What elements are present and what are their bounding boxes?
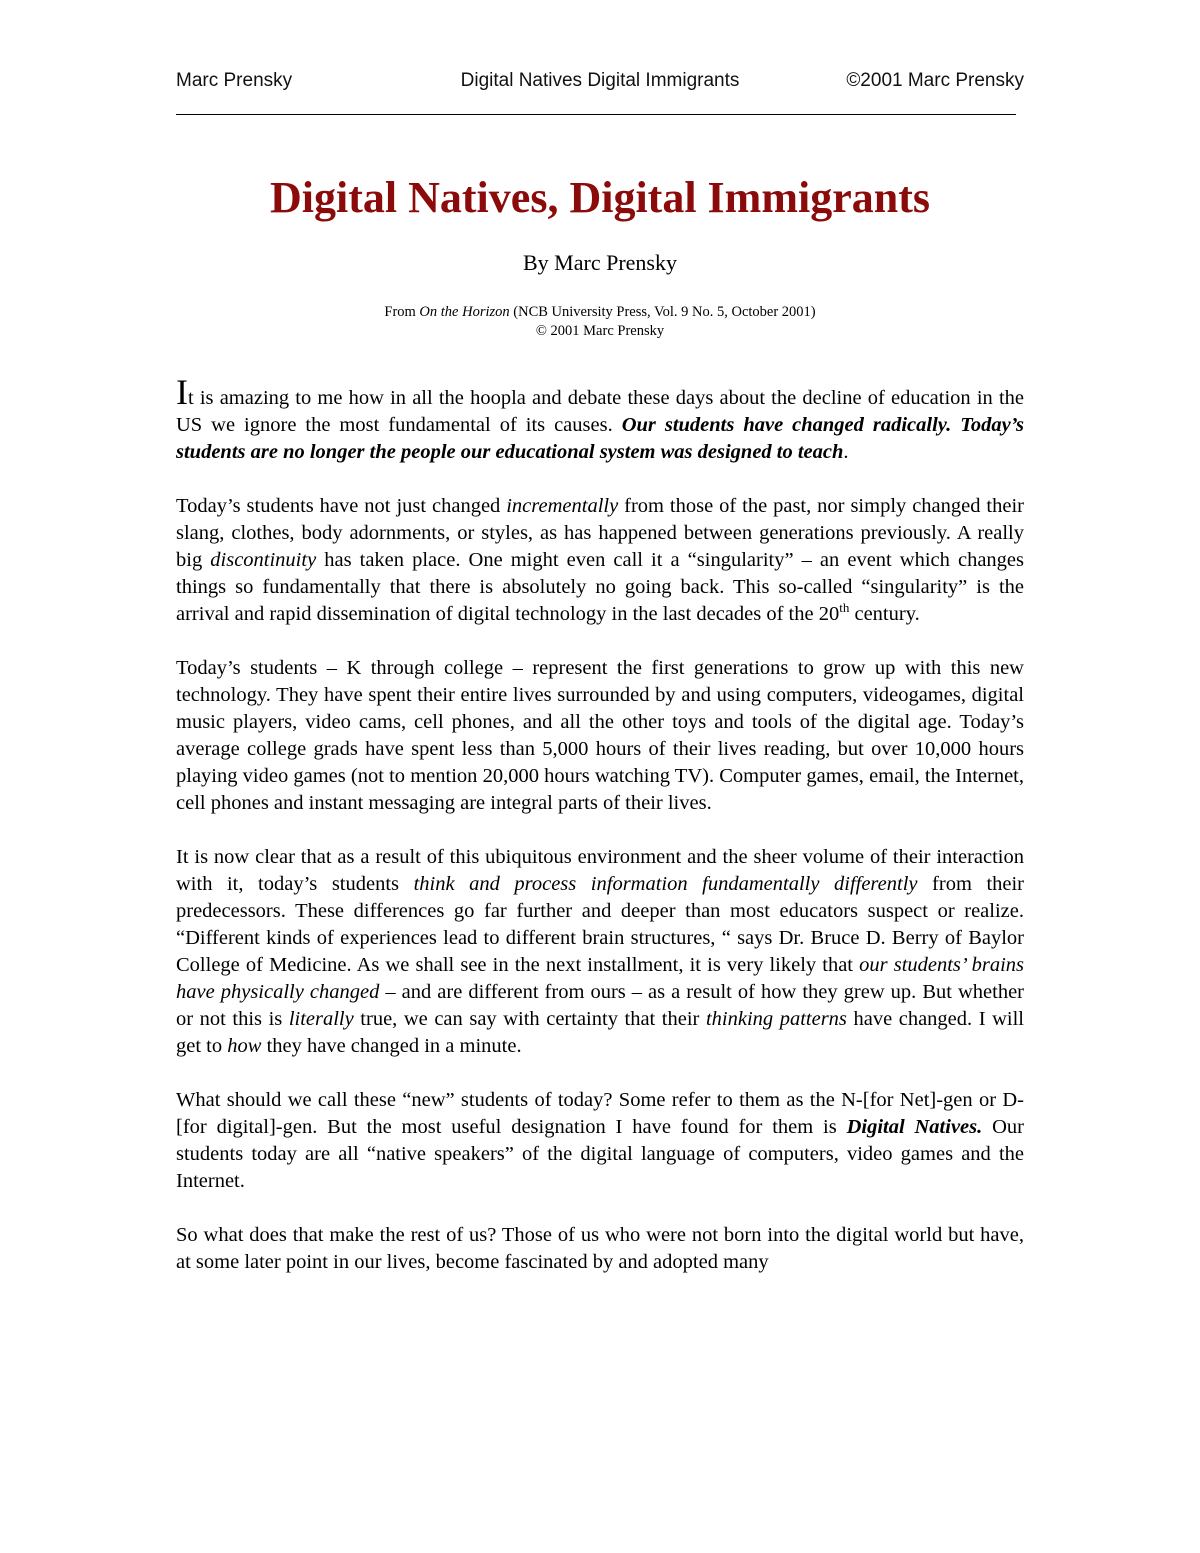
header-copyright: ©2001 Marc Prensky xyxy=(846,70,1024,91)
header-divider xyxy=(176,114,1016,115)
drop-cap: I xyxy=(176,372,188,412)
paragraph-text: true, we can say with certainty that their xyxy=(353,1008,706,1030)
paragraph-2 xyxy=(176,493,1024,628)
italic-text: discontinuity xyxy=(210,549,317,571)
source-details: (NCB University Press, Vol. 9 No. 5, October 2001) xyxy=(509,304,816,320)
paragraph-text: What should we call these “new” students of today? Some refer to them as the N-[for Net]-gen or D-[for digital]-gen. But the most useful designation I have found for them is xyxy=(176,1089,1024,1138)
page-title: Digital Natives, Digital Immigrants xyxy=(270,173,930,222)
paragraph-text: Our students today are all “native speakers” of the digital language of computers, video games and the Internet. xyxy=(176,1116,1024,1192)
header-author: Marc Prensky xyxy=(176,70,293,91)
paragraph-text: from those of the past, nor simply changed their slang, clothes, body adornments, or styles, as has happened between generations previously. A really big xyxy=(176,495,1024,571)
italic-text: thinking patterns xyxy=(705,1008,847,1030)
paragraph-text: century. xyxy=(849,603,920,625)
italic-text: incrementally xyxy=(506,495,619,517)
source-publication: On the Horizon xyxy=(419,304,510,320)
paragraph-text: . xyxy=(843,441,849,463)
paragraph-text: have changed. I will get to xyxy=(176,1008,1024,1057)
paragraph-5 xyxy=(176,1087,1024,1195)
paragraph-text: Today’s students have not just changed xyxy=(176,495,507,517)
source-line xyxy=(0,303,1200,322)
paragraph-text: It is now clear that as a result of this ubiquitous environment and the sheer volume of their interaction with it, today’s students xyxy=(176,846,1024,895)
paragraph-text: from their predecessors. These differences go far further and deeper than most educators suspect or realize. “Different kinds of experiences lead to different brain structures, “ says Dr. Bruce D. Berry of Baylor College of Medicine. As we shall see in the next installment, it is very likely that xyxy=(176,873,1025,976)
source-citation xyxy=(0,303,1200,341)
italic-text: our students’ brains have physically changed xyxy=(176,954,1024,1003)
superscript: th xyxy=(839,600,850,616)
paragraph-text: – and are different from ours – as a result of how they grew up. But whether or not this is xyxy=(176,981,1024,1030)
paragraph-4 xyxy=(176,844,1024,1060)
emphasis-text: Digital Natives. xyxy=(846,1116,983,1138)
paragraph-3: Today’s students – K through college – represent the first generations to grow up with this new technology. They have spent their entire lives surrounded by and using computers, videogames, digital music players, video cams, cell phones, and all the other toys and tools of the digital age. Today’s average college grads have spent less than 5,000 hours of their lives reading, but over 10,000 hours playing video games (not to mention 20,000 hours watching TV). Computer games, email, the Internet, cell phones and instant messaging are integral parts of their lives. xyxy=(176,657,1024,814)
italic-text: how xyxy=(227,1035,262,1057)
byline: By Marc Prensky xyxy=(523,250,677,275)
emphasis-text: Our students have changed radically. Today’s students are no longer the people our educational system was designed to teach xyxy=(176,414,1024,463)
paragraph-text: t is amazing to me how in all the hoopla and debate these days about the decline of education in the US we ignore the most fundamental of its causes. xyxy=(176,387,1024,436)
italic-text: literally xyxy=(288,1008,354,1030)
paragraph-6: So what does that make the rest of us? Those of us who were not born into the digital world but have, at some later point in our lives, become fascinated by and adopted many xyxy=(176,1224,1024,1273)
paragraph-text: they have changed in a minute. xyxy=(261,1035,522,1057)
paragraph-text: has taken place. One might even call it a “singularity” – an event which changes things so fundamentally that there is absolutely no going back. This so-called “singularity” is the arrival and rapid dissemination of digital technology in the last decades of the 20 xyxy=(176,549,1024,625)
paragraph-1 xyxy=(176,372,1024,466)
running-header xyxy=(176,70,1024,96)
article-body xyxy=(176,372,1025,1303)
source-from: From xyxy=(384,304,420,320)
italic-text: think and process information fundamentally differently xyxy=(413,873,918,895)
header-document-title: Digital Natives Digital Immigrants xyxy=(460,70,740,91)
source-copyright: © 2001 Marc Prensky xyxy=(535,323,665,339)
